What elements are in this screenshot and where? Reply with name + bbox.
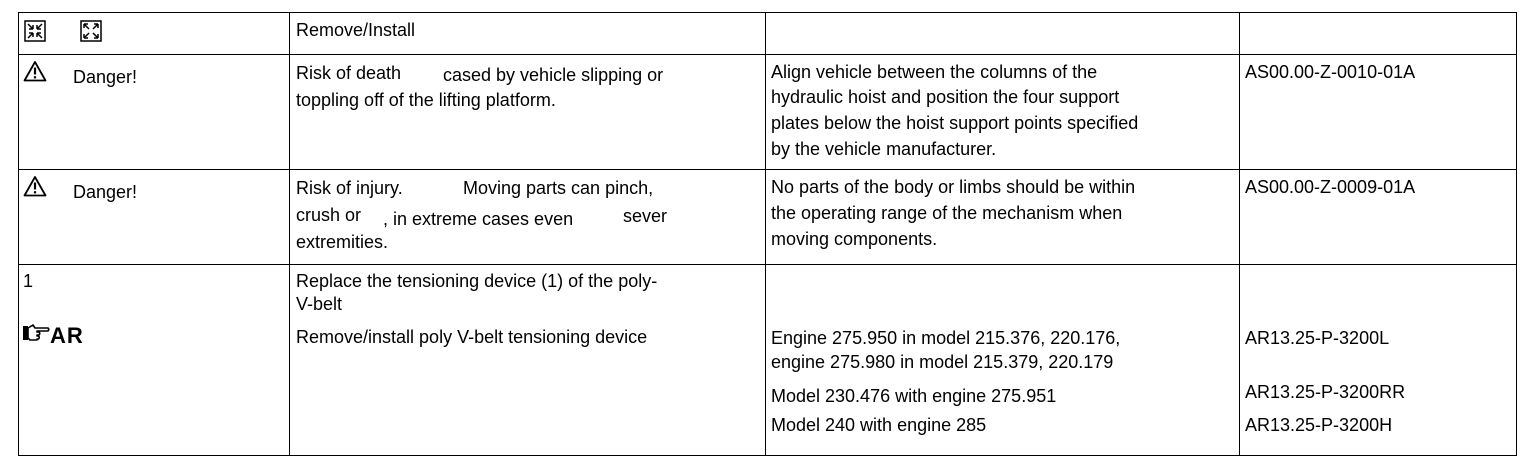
warning-triangle-icon [23,175,47,202]
measure-text: moving components. [771,229,938,249]
danger-label: Danger! [73,67,138,87]
row-divider [19,264,1516,265]
ar-label: AR [50,323,84,348]
document-reference: AR13.25-P-3200RR [1245,382,1406,402]
document-reference: AR13.25-P-3200H [1245,415,1393,435]
document-reference: AS00.00-Z-0009-01A [1245,177,1416,197]
variant-text: Model 240 with engine 285 [771,415,987,435]
risk-text: extremities. [296,232,389,252]
header-title: Remove/Install [296,20,416,40]
risk-text: Risk of injury. [296,178,403,198]
row-divider [19,169,1516,170]
step-instruction: Replace the tensioning device (1) of the poly- [296,271,658,291]
column-divider [289,13,290,455]
document-reference: AR13.25-P-3200L [1245,328,1390,348]
variant-text: engine 275.980 in model 215.379, 220.179 [771,352,1114,372]
install-icon [80,20,102,47]
row-divider [19,54,1516,55]
risk-text: toppling off of the lifting platform. [296,90,556,110]
remove-icon [24,20,46,47]
measure-text: the operating range of the mechanism when [771,203,1123,223]
risk-text: sever [623,206,668,226]
risk-text: crush or [296,205,362,225]
variant-text: Engine 275.950 in model 215.376, 220.176, [771,328,1121,348]
risk-text: cased by vehicle slipping or [443,65,664,85]
warning-triangle-icon [23,60,47,87]
column-divider [1239,13,1240,455]
procedure-table [18,12,1517,456]
measure-text: hydraulic hoist and position the four support [771,87,1120,107]
risk-text: Risk of death [296,63,402,83]
pointing-hand-icon [22,322,50,349]
risk-text: Moving parts can pinch, [463,178,654,198]
measure-text: Align vehicle between the columns of the [771,62,1098,82]
document-reference: AS00.00-Z-0010-01A [1245,62,1416,82]
measure-text: No parts of the body or limbs should be within [771,177,1136,197]
measure-text: by the vehicle manufacturer. [771,139,997,159]
measure-text: plates below the hoist support points specified [771,113,1139,133]
variant-text: Model 230.476 with engine 275.951 [771,386,1057,406]
ar-description: Remove/install poly V-belt tensioning device [296,327,648,347]
danger-label: Danger! [73,182,138,202]
risk-text: , in extreme cases even [383,209,574,229]
step-instruction: V-belt [296,294,343,314]
step-number: 1 [23,271,34,291]
column-divider [765,13,766,455]
